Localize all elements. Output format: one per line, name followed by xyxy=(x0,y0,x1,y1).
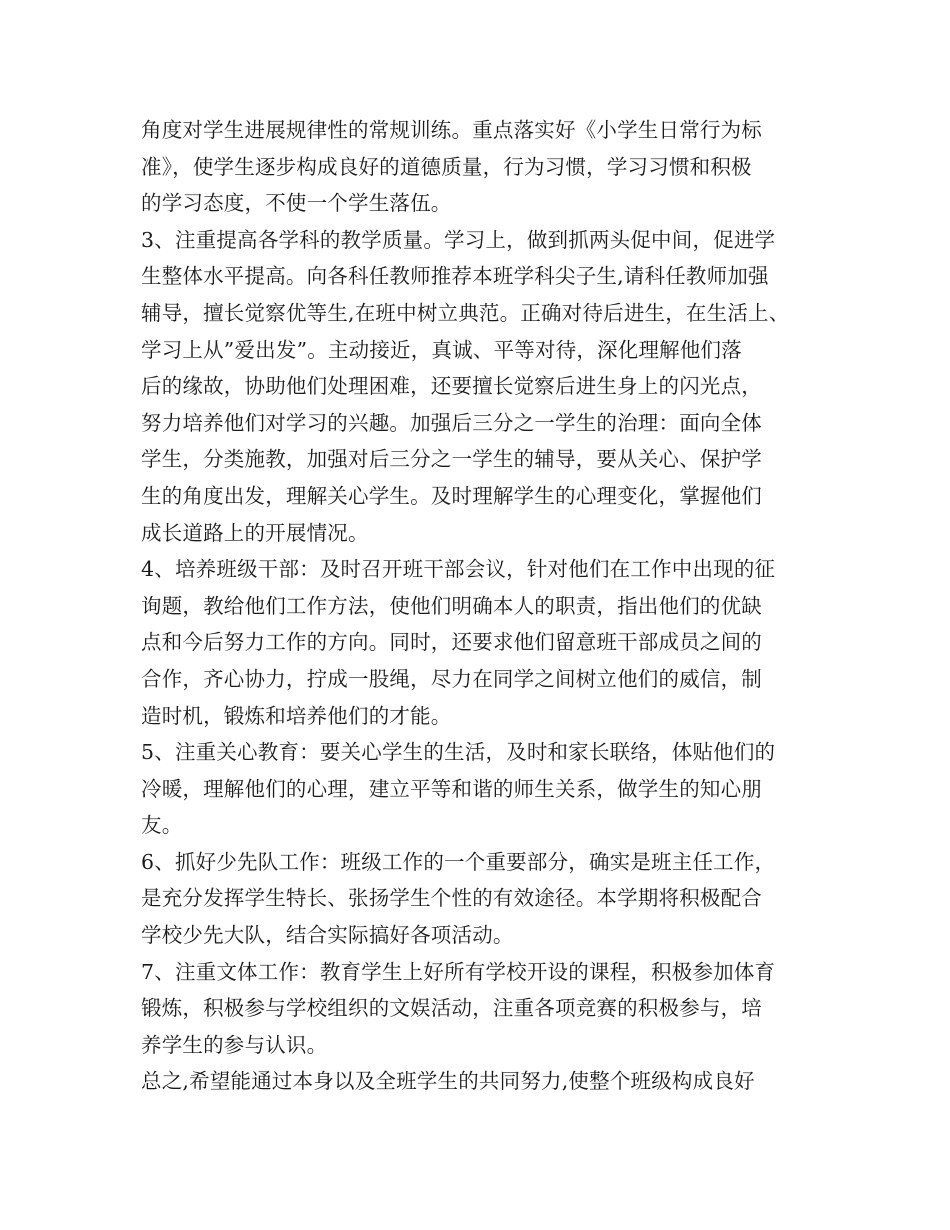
text-line: 的学习态度，不使一个学生落伍。 xyxy=(141,191,452,216)
text-line: 学习上从”爱出发”。主动接近，真诚、平等对待，深化理解他们落 xyxy=(141,337,742,362)
text-line: 生整体水平提高。向各科任教师推荐本班学科尖子生,请科任教师加强 xyxy=(141,264,769,289)
text-line: 养学生的参与认识。 xyxy=(141,1032,328,1057)
text-line: 生的角度出发，理解关心学生。及时理解学生的心理变化，掌握他们 xyxy=(141,483,762,508)
text-line: 3、注重提高各学科的教学质量。学习上，做到抓两头促中间，促进学 xyxy=(141,227,776,252)
text-line: 友。 xyxy=(141,813,183,838)
text-line: 总之,希望能通过本身以及全班学生的共同努力,使整个班级构成良好 xyxy=(141,1069,755,1094)
text-line: 合作，齐心协力，拧成一股绳，尽力在同学之间树立他们的威信，制 xyxy=(141,666,762,691)
text-line: 成长道路上的开展情况。 xyxy=(141,520,369,545)
text-line: 6、抓好少先队工作：班级工作的一个重要部分，确实是班主任工作， xyxy=(141,849,776,874)
text-line: 准》，使学生逐步构成良好的道德质量，行为习惯，学习习惯和积极 xyxy=(141,154,752,179)
text-line: 是充分发挥学生特长、张扬学生个性的有效途径。本学期将积极配合 xyxy=(141,886,762,911)
text-line: 询题，教给他们工作方法，使他们明确本人的职责，指出他们的优缺 xyxy=(141,593,762,618)
text-line: 5、注重关心教育：要关心学生的生活，及时和家长联络，体贴他们的 xyxy=(141,740,776,765)
document-body xyxy=(141,112,841,1100)
text-line: 4、培养班级干部：及时召开班干部会议，针对他们在工作中出现的征 xyxy=(141,557,776,582)
text-line: 辅导，擅长觉察优等生,在班中树立典范。正确对待后进生，在生活上、 xyxy=(141,300,790,325)
text-line: 努力培养他们对学习的兴趣。加强后三分之一学生的治理：面向全体 xyxy=(141,410,762,435)
text-line: 角度对学生进展规律性的常规训练。重点落实好《小学生日常行为标 xyxy=(141,118,762,142)
text-line: 后的缘故，协助他们处理困难，还要擅长觉察后进生身上的闪光点， xyxy=(141,374,762,399)
text-line: 造时机，锻炼和培养他们的才能。 xyxy=(141,703,452,728)
text-line: 学生，分类施教，加强对后三分之一学生的辅导，要从关心、保护学 xyxy=(141,447,762,472)
text-line: 锻炼，积极参与学校组织的文娱活动，注重各项竞赛的积极参与，培 xyxy=(141,996,762,1021)
text-line: 冷暖，理解他们的心理，建立平等和谐的师生关系，做学生的知心朋 xyxy=(141,776,762,801)
text-line: 点和今后努力工作的方向。同时，还要求他们留意班干部成员之间的 xyxy=(141,630,762,655)
text-line: 7、注重文体工作：教育学生上好所有学校开设的课程，积极参加体育 xyxy=(141,959,776,984)
text-line: 学校少先大队，结合实际搞好各项活动。 xyxy=(141,923,514,948)
